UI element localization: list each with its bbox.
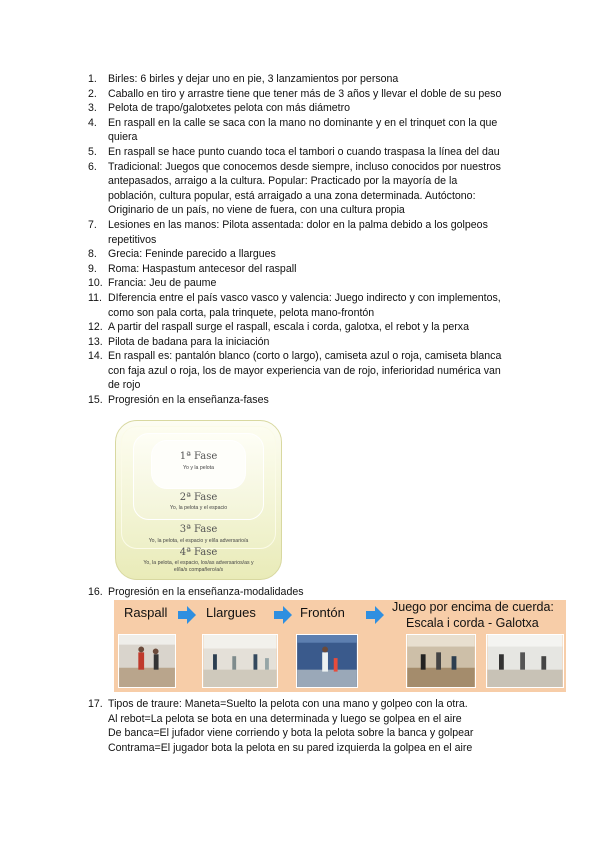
list-item: 12. A partir del raspall surge el raspall, escala i corda, galotxa, el rebot y la perxa xyxy=(88,321,469,334)
list-item: 7. Lesiones en las manos: Pilota assentada: dolor en la palma debido a los golpeos repetitivos xyxy=(88,218,488,246)
list-item: 1. Birles: 6 birles y dejar uno en pie, 3 lanzamientos por persona xyxy=(88,73,399,85)
list-item: 16. Progresión en la enseñanza-modalidades xyxy=(88,586,304,598)
fase-3-subtitle: Yo, la pelota, el espacio y el/la adversario/a xyxy=(148,538,249,544)
fase-4-subtitle-line2: el/la/s compañero/a/s xyxy=(173,567,224,573)
list-item: 2. Caballo en tiro y arrastre tiene que tener más de 3 años y llevar el doble de su peso xyxy=(88,87,502,100)
fase-1-subtitle: Yo y la pelota xyxy=(183,465,214,471)
raspall-photo xyxy=(118,634,176,688)
juego-cuerda-label: Juego por encima de cuerda: xyxy=(392,600,554,614)
galotxa-photo xyxy=(486,634,564,688)
arrow-right-icon xyxy=(178,606,196,624)
list-item: 4. En raspall en la calle se saca con la mano no dominante y en el trinquet con la que quiera xyxy=(88,116,498,144)
fase-4-subtitle-line1: Yo, la pelota, el espacio, los/as adversarios/as y xyxy=(143,560,254,566)
list-item: 8. Grecia: Feninde parecido a llargues xyxy=(88,248,276,261)
fase-1-box xyxy=(151,440,246,489)
fase-3-box xyxy=(121,426,276,549)
escala-i-corda-photo xyxy=(406,634,476,688)
modalidades-banner xyxy=(114,600,566,692)
numbered-list xyxy=(88,72,528,408)
llargues-label: Llargues xyxy=(206,605,256,620)
list-item: 3. Pelota de trapo/galotxetes pelota con más diámetro xyxy=(88,102,351,115)
fase-2-subtitle: Yo, la pelota y el espacio xyxy=(169,505,228,511)
list-item: 13. Pilota de badana para la iniciación xyxy=(88,335,270,348)
fase-3-title: 3ª Fase xyxy=(179,524,218,535)
list-item: 5. En raspall se hace punto cuando toca el tambori o cuando traspasa la línea del dau xyxy=(88,145,500,158)
raspall-label: Raspall xyxy=(124,605,168,620)
fase-1-title: 1ª Fase xyxy=(179,451,218,462)
arrow-right-icon xyxy=(366,606,384,624)
fronton-photo xyxy=(296,634,358,688)
arrow-right-icon xyxy=(274,606,292,624)
llargues-photo xyxy=(202,634,278,688)
fase-2-title: 2ª Fase xyxy=(179,492,218,503)
escala-galotxa-label: Escala i corda - Galotxa xyxy=(406,616,539,630)
list-item: 9. Roma: Haspastum antecesor del raspall xyxy=(88,262,297,275)
list-item: 11. DIferencia entre el país vasco vasco y valencia: Juego indirecto y con implementos, como son pala corta, pala trinquete, pelota mano-frontón xyxy=(88,291,501,319)
list-item: 10. Francia: Jeu de paume xyxy=(88,277,217,290)
list-item: 14. En raspall es: pantalón blanco (corto o largo), camiseta azul o roja, camiseta blanca con faja azul o roja, los de mayor experiencia van de rojo, inferioridad numérica van de rojo xyxy=(88,350,502,392)
fase-4-title: 4ª Fase xyxy=(179,547,218,558)
list-item: 17. Tipos de traure: Maneta=Suelto la pelota con una mano y golpeo con la otra. Al rebot=La pelota se bota en una determinada y luego se golpea en el aire De banca=El jufador viene corriendo y bota la pelota sobre la banca y golpear Contrama=El jugador bota la pelota en su pared izquierda la golpea en el aire xyxy=(88,698,474,754)
list-item: 6. Tradicional: Juegos que conocemos desde siempre, incluso conocidos por nuestros antepasados, arraigo a la cultura. Popular: Practicado por la mayoría de la población, cultura popular, está arraigado a una zona determinada. Autóctono: Originario de un país, no viene de fuera, con una cultura propia xyxy=(88,160,501,217)
fases-diagram xyxy=(115,420,282,580)
list-item: 15. Progresión en la enseñanza-fases xyxy=(88,394,269,407)
fronton-label: Frontón xyxy=(300,605,345,620)
fase-2-box xyxy=(133,433,264,520)
